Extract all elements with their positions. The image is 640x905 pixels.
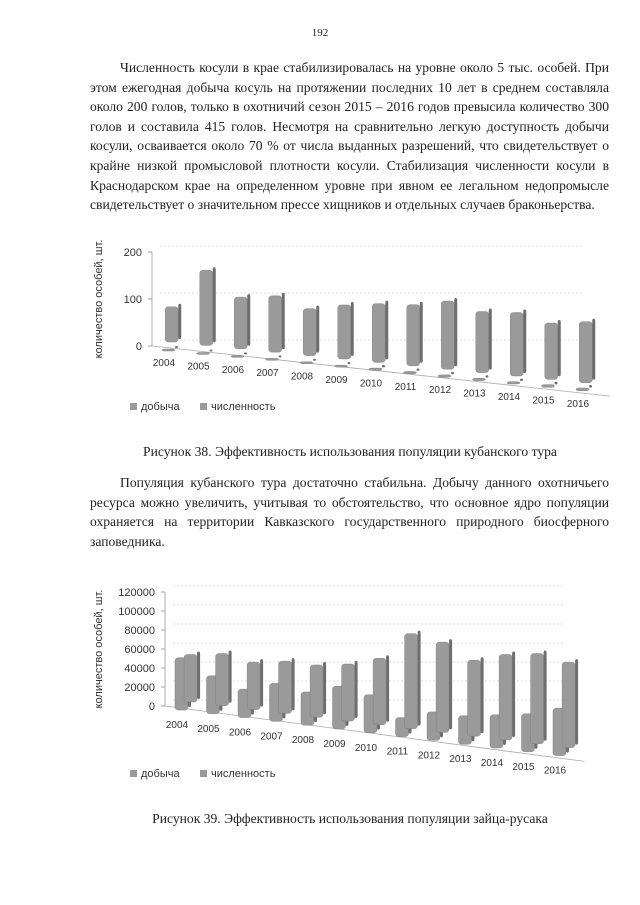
legend-swatch-численность [200, 770, 207, 777]
legend-label-добыча: добыча [141, 401, 180, 413]
chart-hare [90, 582, 610, 782]
bar-численность-2010 [372, 301, 388, 363]
x-tick-label: 2014 [480, 758, 504, 769]
y-tick-label: 200 [123, 247, 142, 259]
x-tick-label: 2009 [323, 739, 346, 750]
x-tick-label: 2015 [532, 395, 555, 407]
x-tick-label: 2007 [260, 731, 283, 743]
bar-добыча-2009 [335, 362, 351, 367]
y-tick-label: 120000 [118, 587, 155, 599]
bar-численность-2006 [234, 294, 250, 349]
y-tick-label: 80000 [124, 625, 155, 637]
x-tick-label: 2011 [386, 746, 409, 758]
x-tick-label: 2012 [428, 385, 452, 397]
bar-добыча-2012 [438, 372, 454, 377]
bar-численность-2009 [338, 302, 354, 359]
bar-численность-2004 [165, 304, 181, 342]
bar-численность-2014 [499, 652, 515, 741]
x-tick-label: 2004 [152, 358, 176, 369]
x-tick-label: 2013 [463, 388, 486, 400]
bar-численность-2016 [579, 319, 595, 383]
y-axis-label: количество особей, шт. [93, 240, 105, 359]
bar-численность-2016 [562, 659, 578, 748]
chart-tur [90, 240, 610, 420]
bar-добыча-2016 [576, 385, 592, 391]
bar-численность-2011 [405, 631, 421, 729]
x-tick-label: 2013 [449, 754, 472, 766]
legend-label-численность: численность [211, 401, 276, 413]
x-tick-label: 2010 [359, 378, 383, 390]
bar-численность-2005 [216, 651, 232, 706]
x-tick-label: 2016 [566, 398, 590, 410]
x-tick-label: 2006 [221, 364, 245, 376]
bar-численность-2015 [545, 320, 561, 379]
bar-добыча-2011 [404, 368, 420, 373]
y-axis-label: количество особей, шт. [93, 589, 105, 709]
bar-добыча-2010 [369, 365, 385, 370]
bar-численность-2009 [342, 661, 358, 721]
bar-численность-2015 [531, 651, 547, 744]
bar-численность-2012 [441, 298, 457, 369]
bar-численность-2012 [436, 639, 452, 732]
legend-label-численность: численность [211, 768, 276, 780]
x-tick-label: 2006 [228, 727, 252, 739]
bar-численность-2013 [476, 309, 492, 373]
figure-38-caption: Рисунок 38. Эффективность использования популяции кубанского тура [143, 444, 557, 459]
x-tick-label: 2005 [197, 723, 220, 735]
paragraph-tur: Популяция кубанского тура достаточно стабильна. Добычу данного охотничьего ресурса можно увеличить, учитывая то обстоятельство, что основное ядро популяции охраняется на территории Кавказского государственного природного биосферного заповедника. [90, 475, 609, 549]
legend-label-добыча: добыча [141, 768, 180, 780]
x-tick-label: 2011 [394, 381, 417, 393]
x-tick-label: 2015 [512, 761, 535, 773]
x-tick-label: 2009 [325, 375, 348, 386]
x-tick-label: 2014 [497, 392, 521, 403]
legend-swatch-численность [200, 403, 207, 410]
y-tick-label: 40000 [124, 663, 155, 675]
bar-численность-2010 [373, 655, 389, 725]
legend-swatch-добыча [130, 770, 137, 777]
bar-численность-2011 [407, 302, 423, 366]
y-tick-label: 20000 [124, 682, 155, 694]
bar-добыча-2008 [300, 359, 316, 364]
page-number: 192 [311, 27, 329, 39]
bar-численность-2004 [184, 652, 200, 703]
y-tick-label: 100 [123, 294, 142, 306]
x-tick-label: 2004 [165, 720, 189, 731]
y-tick-label: 100000 [118, 606, 155, 618]
bar-добыча-2013 [473, 375, 489, 380]
bar-численность-2006 [247, 659, 263, 710]
bar-численность-2008 [310, 662, 326, 717]
bar-численность-2005 [200, 267, 216, 345]
bar-численность-2014 [510, 310, 526, 376]
legend-swatch-добыча [130, 403, 137, 410]
bar-добыча-2014 [507, 379, 523, 384]
x-tick-label: 2010 [354, 742, 378, 754]
figure-39-caption: Рисунок 39. Эффективность использования популяции зайца-русака [152, 811, 548, 826]
x-tick-label: 2012 [417, 750, 441, 762]
x-tick-label: 2008 [291, 735, 315, 747]
bar-численность-2008 [303, 306, 319, 356]
y-tick-label: 60000 [124, 644, 155, 656]
x-tick-label: 2005 [187, 361, 210, 373]
x-tick-label: 2016 [543, 765, 567, 777]
y-tick-label: 0 [148, 701, 155, 713]
x-tick-label: 2007 [256, 368, 279, 380]
bar-численность-2007 [279, 658, 295, 713]
x-tick-label: 2008 [290, 371, 314, 383]
bar-численность-2013 [468, 657, 484, 736]
y-tick-label: 0 [135, 341, 142, 353]
bar-добыча-2015 [542, 382, 558, 388]
bar-численность-2007 [269, 293, 285, 352]
paragraph-roe-deer: Численность косули в крае стабилизировалась на уровне около 5 тыс. особей. При этом ежегодная добыча косуль на протяжении последних 10 лет в среднем составляла около 200 голов, только в охотничий сезон 2015 – 2016 годов превысила количество 300 голов и составила 415 голов. Несмотря на сравнительно легкую доступность добычи косули, осваивается около 70 % от числа выданных разрешений, что свидетельствует о крайне низкой промысловой плотности косули. Стабилизация численности косули в Краснодарском крае на определенном уровне при явном ее легальном недопромысле свидетельствует о значительном прессе хищников и отдельных случаев браконьерства. [90, 60, 609, 213]
